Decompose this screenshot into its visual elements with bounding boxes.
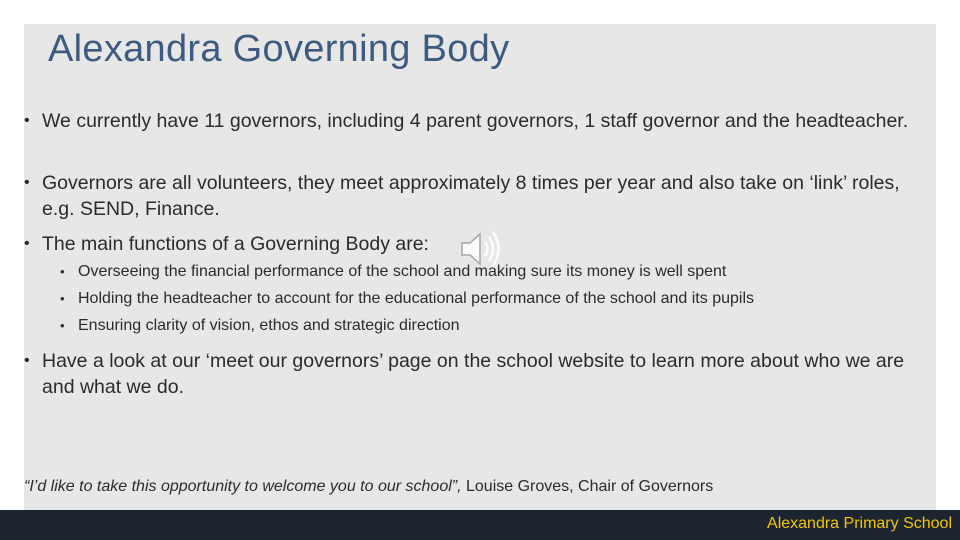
footer-bar: [0, 510, 960, 540]
bullet-marker: •: [60, 318, 65, 333]
bullet-marker: •: [24, 112, 30, 129]
bullet-marker: •: [60, 264, 65, 279]
quote-text: “I’d like to take this opportunity to welcome you to our school”,: [24, 478, 462, 495]
bullet-item: [24, 108, 922, 134]
bullet-text: Governors are all volunteers, they meet approximately 8 times per year and also take on ‘link’ roles, e.g. SEND, Finance.: [42, 172, 900, 220]
bullet-text: The main functions of a Governing Body are:: [42, 233, 429, 255]
sub-bullet-text: Holding the headteacher to account for the educational performance of the school and its pupils: [78, 290, 754, 307]
sub-bullet-item: [60, 312, 928, 339]
quote-line: [24, 478, 713, 496]
footer-school-name: Alexandra Primary School: [767, 515, 952, 532]
speaker-icon[interactable]: [456, 224, 506, 274]
quote-attribution: Louise Groves, Chair of Governors: [466, 478, 714, 495]
bullet-marker: •: [60, 291, 65, 306]
slide-title: Alexandra Governing Body: [48, 28, 510, 70]
bullet-text: Have a look at our ‘meet our governors’ page on the school website to learn more about who we are and what we do.: [42, 350, 905, 398]
sub-bullet-text: Overseeing the financial performance of the school and making sure its money is well spent: [78, 263, 727, 280]
bullet-marker: •: [24, 174, 30, 191]
sub-bullet-item: [60, 285, 928, 312]
bullet-item: [24, 348, 922, 400]
sub-bullet-text: Ensuring clarity of vision, ethos and strategic direction: [78, 317, 460, 334]
bullet-marker: •: [24, 352, 30, 369]
bullet-text: We currently have 11 governors, including 4 parent governors, 1 staff governor and the headteacher.: [42, 110, 909, 132]
bullet-marker: •: [24, 235, 30, 252]
bullet-item: [24, 170, 922, 222]
